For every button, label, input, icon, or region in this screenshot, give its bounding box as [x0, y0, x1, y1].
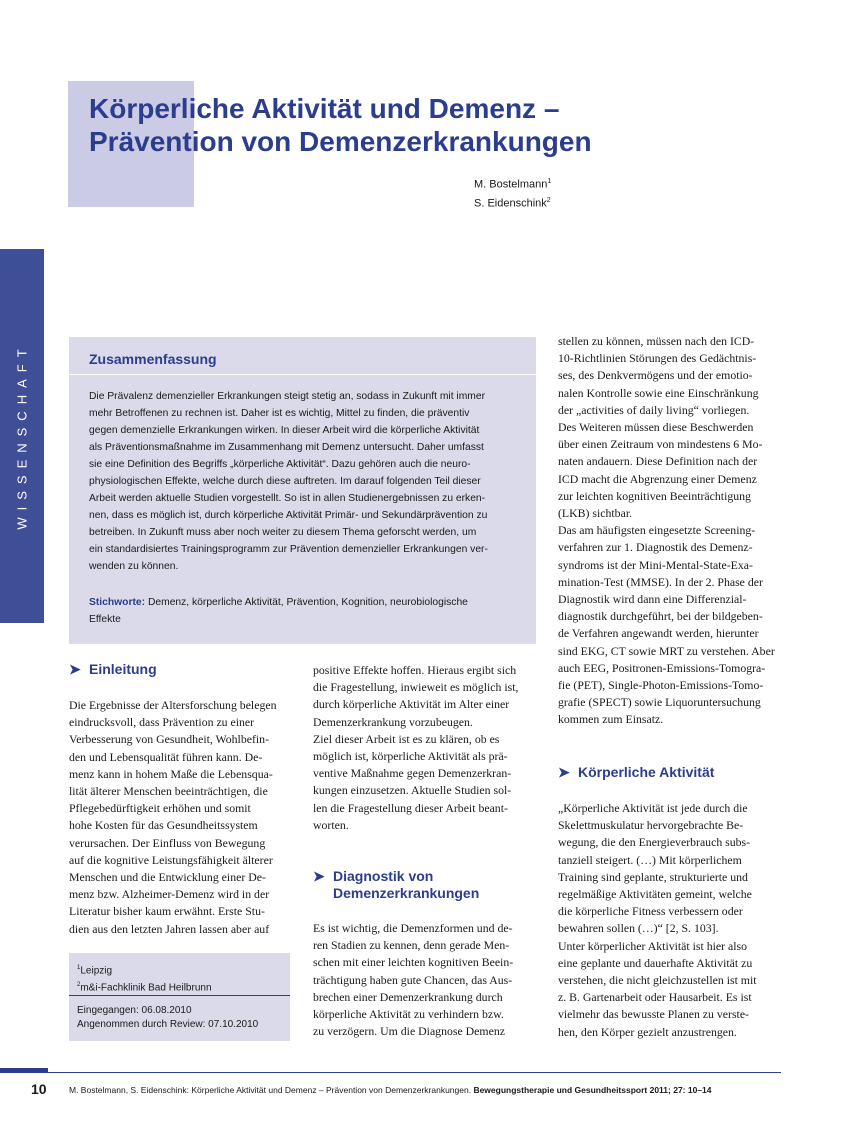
text-line: zu verzögern. Um die Diagnose Demenz — [313, 1024, 505, 1039]
text-line: durch körperliche Aktivität im Alter einer — [313, 697, 510, 712]
text-line: Das am häufigsten eingesetzte Screening- — [558, 523, 756, 538]
text-line: Pflegebedürftigkeit erhöhen und somit — [69, 801, 251, 816]
text-line: ses, des Denkvermögens und der emotio- — [558, 368, 753, 383]
footer-citation — [69, 1085, 712, 1095]
text-line: menz kann in hohem Maße die Lebensqua- — [69, 766, 273, 781]
text-line: (LKB) sichtbar. — [558, 506, 633, 521]
abstract-divider — [69, 374, 536, 375]
text-line: positive Effekte hoffen. Hieraus ergibt sich — [313, 663, 517, 677]
section-side-tab-label: WISSENSCHAFT — [14, 342, 30, 530]
text-line: die Fragestellung, inwieweit es möglich ist, — [313, 680, 519, 695]
text-line: wegung, die den Energieverbrauch subs- — [558, 835, 751, 850]
abstract-box — [69, 337, 536, 644]
keywords — [89, 594, 517, 628]
text-line: hen, den Körper gezielt anzustrengen. — [558, 1024, 737, 1039]
affiliation-mark: 1 — [77, 965, 81, 971]
text-line: physiologischen Effekte, welche durch diese auftreten. Im darauf folgenden Teil dieser — [89, 476, 481, 487]
affiliation — [77, 961, 212, 978]
citation-journal: Bewegungstherapie und Gesundheitssport 2011; 27: 10–14 — [473, 1085, 712, 1095]
author-name: M. Bostelmann — [474, 178, 548, 191]
text-line: stellen zu können, müssen nach den ICD- — [558, 334, 755, 348]
text-line: ventive Maßnahme gegen Demenzerkran- — [313, 766, 512, 781]
text-line: Des Weiteren müssen diese Beschwerden — [558, 420, 754, 435]
author-affiliation-mark: 2 — [546, 196, 551, 204]
keywords-label: Stichworte: — [89, 597, 146, 608]
text-line: Verbesserung von Gesundheit, Wohlbefin- — [69, 732, 269, 747]
text-line: „Körperliche Aktivität ist jede durch die — [558, 801, 748, 815]
text-line: ren Stadien zu kennen, denn gerade Men- — [313, 938, 510, 953]
text-line: über einen Zeitraum von mindestens 6 Mo- — [558, 437, 763, 452]
text-line: ein standardisiertes Trainingsprogramm zur Prävention demenzieller Erkrankungen ver- — [89, 544, 488, 555]
body-text-diagnostik — [313, 920, 536, 1040]
text-line: auf die kognitive Leistungsfähigkeit älterer — [69, 852, 273, 867]
abstract-text — [89, 388, 517, 575]
text-line: worten. — [313, 817, 349, 832]
affiliation-text: Leipzig — [80, 965, 113, 977]
author-affiliation-mark: 1 — [547, 178, 552, 185]
text-line: lität älterer Menschen beeinträchtigen, die — [69, 784, 268, 799]
affiliation — [77, 978, 212, 995]
author — [474, 193, 551, 212]
body-text-koerperliche-aktivitaet — [558, 800, 781, 1041]
text-line: möglich ist, körperliche Aktivität als prä- — [313, 749, 508, 764]
heading-line: Diagnostik von — [333, 868, 434, 884]
text-line: z. B. Gartenarbeit oder Hausarbeit. Es ist — [558, 990, 752, 1005]
text-line: vielmehr das bewusste Planen zu verste- — [558, 1007, 749, 1022]
text-line: len die Fragestellung dieser Arbeit beant- — [313, 800, 508, 815]
footer-rule — [48, 1072, 781, 1073]
text-line: syndroms ist der Mini-Mental-State-Exa- — [558, 557, 753, 572]
text-line: grafie (SPECT) sowie Liquoruntersuchung — [558, 695, 761, 710]
text-line: der „activities of daily living“ vorliegen. — [558, 402, 750, 417]
submission-dates — [77, 1004, 258, 1032]
section-heading-einleitung — [69, 661, 291, 678]
text-line: verstehen, die nicht gleichzustellen ist mit — [558, 973, 757, 988]
text-line: ICD macht die Abgrenzung einer Demenz — [558, 471, 757, 486]
text-line: Demenzerkrankung vorzubeugen. — [313, 714, 473, 729]
text-line: mination-Test (MMSE). In der 2. Phase der — [558, 574, 763, 589]
author-name: S. Eidenschink — [474, 197, 547, 210]
text-line: Training sind geplante, strukturierte und — [558, 869, 748, 884]
text-line: verursachen. Der Einfluss von Bewegung — [69, 835, 266, 850]
text-line: schen mit einer leichten kognitiven Beein- — [313, 955, 514, 970]
article-title — [89, 92, 809, 158]
text-line: eindrucksvoll, dass Prävention zu einer — [69, 715, 255, 730]
text-line: Literatur bisher kaum erwähnt. Erste Stu- — [69, 904, 265, 919]
title-line: Körperliche Aktivität und Demenz – — [89, 93, 560, 124]
citation-text: M. Bostelmann, S. Eidenschink: Körperliche Aktivität und Demenz – Prävention von Demenzerkrankungen. — [69, 1085, 474, 1095]
text-line: eine geplante und dauerhafte Aktivität zu — [558, 955, 753, 970]
heading-line: Demenzerkrankungen — [333, 885, 480, 901]
text-line: gegen demenzielle Erkrankungen wirken. In dieser Arbeit wird die körperliche Aktivität — [89, 425, 480, 436]
text-line: naten andauern. Diese Definition nach der — [558, 454, 758, 469]
text-line: 10-Richtlinien Störungen des Gedächtnis- — [558, 351, 757, 366]
section-heading-diagnostik — [313, 868, 536, 902]
received-date: Eingegangen: 06.08.2010 — [77, 1005, 192, 1016]
body-text-einleitung — [69, 697, 291, 938]
text-line: nen, dass es möglich ist, durch körperliche Aktivität Primär- und Sekundärprävention zu — [89, 510, 488, 521]
footer-accent-bar — [0, 1068, 48, 1073]
text-line: tanziell steigert. (…) Mit körperlichem — [558, 852, 742, 867]
author-list — [474, 174, 551, 211]
text-line: Skelettmuskulatur hervorgebrachte Be- — [558, 818, 744, 833]
text-line: Effekte — [89, 614, 121, 625]
arrowhead-icon: ➤ — [558, 764, 570, 780]
page-number: 10 — [31, 1081, 47, 1097]
text-line: dien aus den letzten Jahren lassen aber auf — [69, 921, 270, 936]
text-line: mehr Betroffenen zu rechnen ist. Daher ist es wichtig, Mittel zu finden, die präventiv — [89, 408, 470, 419]
text-line: Demenz, körperliche Aktivität, Prävention, Kognition, neurobiologische — [147, 597, 468, 608]
text-line: kungen einzusetzen. Aktuelle Studien sol- — [313, 783, 512, 798]
text-line: die körperliche Fitness verbessern oder — [558, 904, 743, 919]
text-line: Arbeit werden aktuelle Studien vorgestellt. So ist in allen Studienergebnissen zu erken- — [89, 493, 486, 504]
text-line: bewahren sollen (…)“ [2, S. 103]. — [558, 921, 719, 936]
text-line: Diagnostik wird dann eine Differenzial- — [558, 592, 747, 607]
text-line: diagnostik durchgeführt, bei der bildgeben- — [558, 609, 763, 624]
text-line: wenden zu können. — [89, 561, 179, 572]
text-line: de Verfahren angewandt werden, hierunter — [558, 626, 759, 641]
text-line: Es ist wichtig, die Demenzformen und de- — [313, 921, 513, 935]
text-line: sind EKG, CT sowie MRT zu verstehen. Aber — [558, 643, 775, 658]
body-text-col3-top — [558, 333, 781, 729]
text-line: Ziel dieser Arbeit ist es zu klären, ob es — [313, 731, 500, 746]
section-heading-text: Körperliche Aktivität — [578, 764, 715, 780]
footnote-divider — [69, 995, 290, 996]
text-line: nalen Kontrolle sowie eine Einschränkung — [558, 385, 759, 400]
author — [474, 174, 551, 193]
text-line: zur leichten kognitiven Beeinträchtigung — [558, 488, 751, 503]
text-line: betreiben. In Zukunft muss aber noch weiter zu diesem Thema geforscht werden, um — [89, 527, 477, 538]
text-line: hohe Kosten für das Gesundheitssystem — [69, 818, 258, 833]
text-line: den und Lebensqualität führen kann. De- — [69, 749, 263, 764]
affiliations — [77, 961, 212, 996]
text-line: auch EEG, Positronen-Emissions-Tomogra- — [558, 660, 766, 675]
text-line: brechen einer Demenzerkrankung durch — [313, 989, 503, 1004]
footnote-box — [69, 953, 290, 1041]
text-line: verfahren zur 1. Diagnostik des Demenz- — [558, 540, 753, 555]
accepted-date: Angenommen durch Review: 07.10.2010 — [77, 1019, 259, 1030]
text-line: Menschen und die Entwicklung einer De- — [69, 870, 266, 885]
section-heading-text — [313, 868, 536, 902]
affiliation-text: m&i-Fachklinik Bad Heilbrunn — [80, 982, 212, 994]
affiliation-mark: 2 — [77, 982, 81, 989]
section-heading-text: Einleitung — [89, 661, 157, 677]
text-line: kommen zum Einsatz. — [558, 712, 664, 727]
text-line: Die Prävalenz demenzieller Erkrankungen steigt stetig an, sodass in Zukunft mit immer — [89, 391, 486, 402]
text-line: trächtigung haben gute Chancen, das Aus- — [313, 972, 513, 987]
text-line: sie eine Definition des Begriffs „körperliche Aktivität“. Dazu gehören auch die neuro- — [89, 459, 471, 470]
text-line: menz bzw. Alzheimer-Demenz wird in der — [69, 887, 270, 902]
text-line: regelmäßige Aktivitäten gemeint, welche — [558, 887, 752, 902]
keywords-text — [89, 597, 468, 625]
text-line: fie (PET), Single-Photon-Emissions-Tomo- — [558, 678, 764, 693]
arrowhead-icon: ➤ — [69, 661, 81, 677]
arrowhead-icon: ➤ — [313, 868, 325, 884]
section-heading-koerperliche-aktivitaet — [558, 764, 781, 781]
abstract-heading: Zusammenfassung — [89, 351, 217, 367]
text-line: körperliche Aktivität zu verhindern bzw. — [313, 1007, 504, 1022]
title-line: Prävention von Demenzerkrankungen — [89, 126, 592, 157]
text-line: Unter körperlicher Aktivität ist hier also — [558, 938, 748, 953]
body-text-col2-top — [313, 662, 536, 834]
text-line: als Präventionsmaßnahme im Zusammenhang mit Demenz untersucht. Daher umfasst — [89, 442, 484, 453]
text-line: Die Ergebnisse der Altersforschung belegen — [69, 698, 277, 712]
